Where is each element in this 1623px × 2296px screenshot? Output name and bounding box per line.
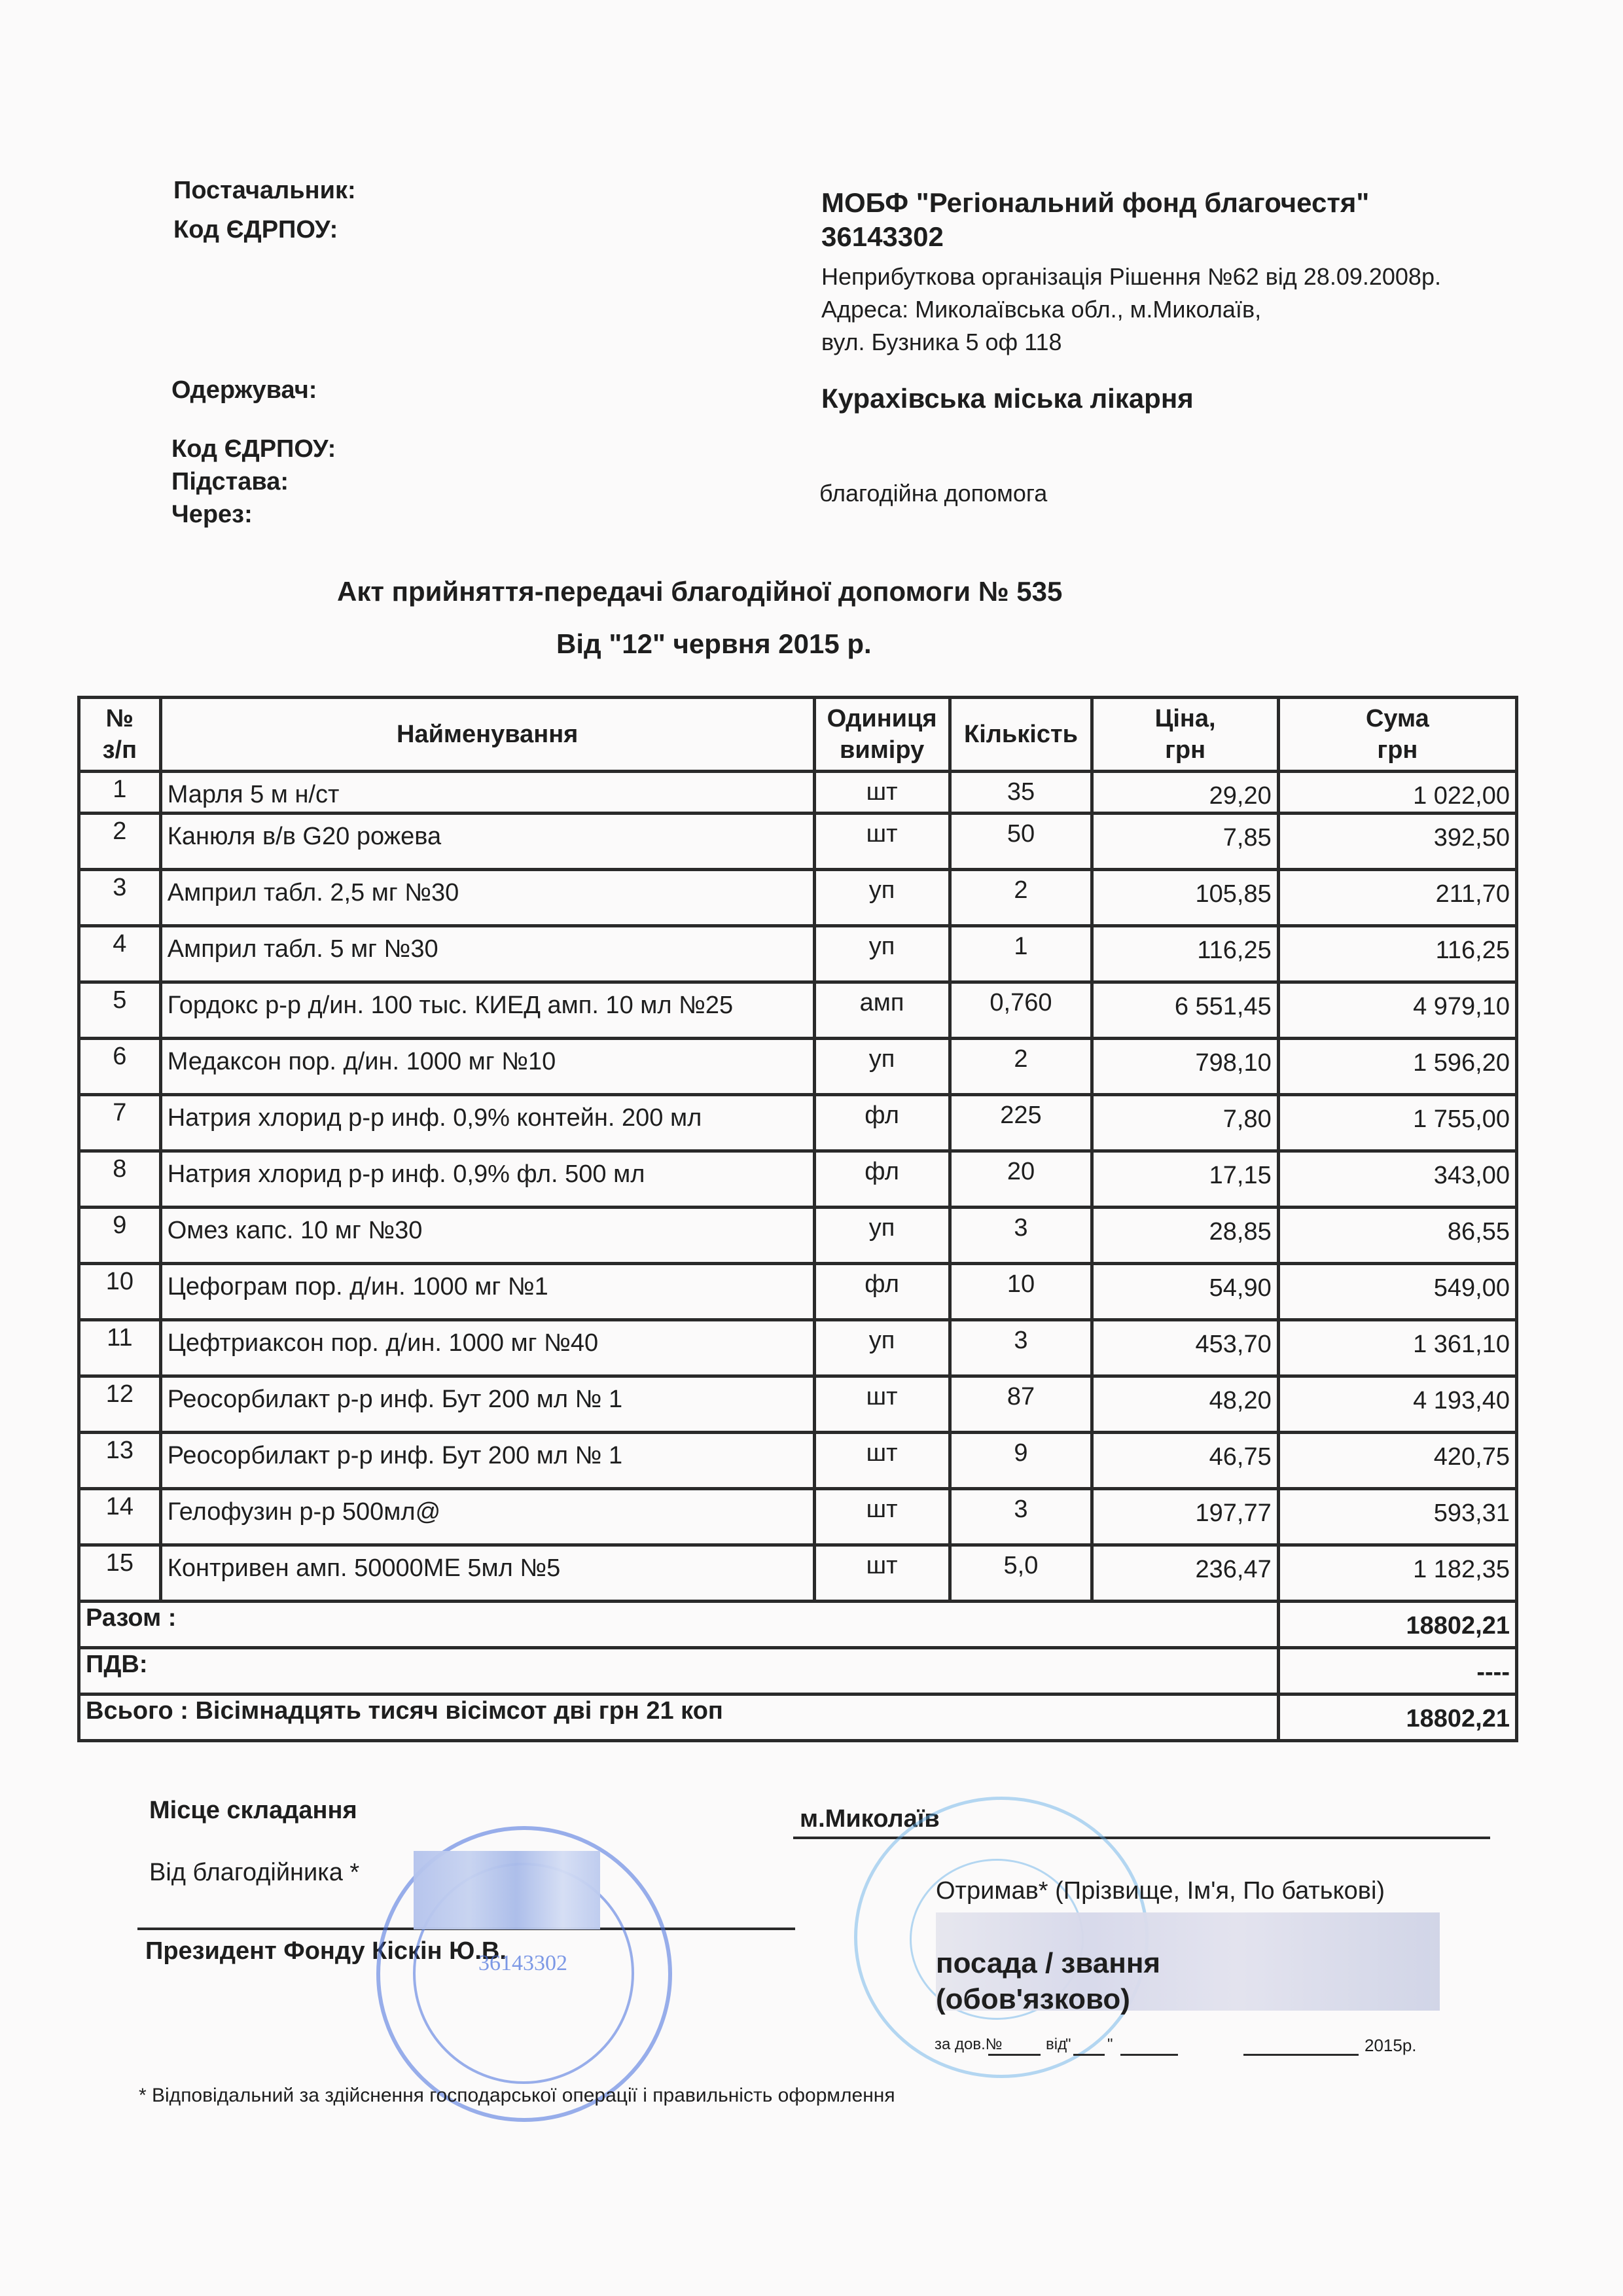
cell-unit: фл <box>814 1095 950 1151</box>
table-header-row <box>79 698 1517 772</box>
items-table <box>77 696 1518 1742</box>
cell-name: Реосорбилакт р-р инф. Бут 200 мл № 1 <box>160 1376 814 1433</box>
col-header-unit-line-2: виміру <box>839 736 925 764</box>
col-header-qty: Кількість <box>950 698 1092 772</box>
cell-sum: 343,00 <box>1278 1151 1516 1208</box>
cell-sum: 4 193,40 <box>1278 1376 1516 1433</box>
vat-value: ---- <box>1278 1648 1516 1695</box>
cell-price: 116,25 <box>1092 926 1278 982</box>
vat-row <box>79 1648 1517 1695</box>
subtotal-value: 18802,21 <box>1278 1602 1516 1648</box>
total-label: Всього : Вісімнадцять тисяч вісімсот дві грн 21 коп <box>79 1695 1279 1741</box>
cell-sum: 392,50 <box>1278 814 1516 870</box>
cell-sum: 1 022,00 <box>1278 772 1516 814</box>
received-by-label: Отримав* (Прізвище, Ім'я, По батькові) <box>936 1877 1385 1905</box>
cell-name: Гелофузин р-р 500мл@ <box>160 1489 814 1545</box>
table-row <box>79 1208 1517 1264</box>
cell-sum: 1 755,00 <box>1278 1095 1516 1151</box>
supplier-status: Неприбуткова організація Рішення №62 від 28.09.2008р. <box>821 263 1441 290</box>
cell-sum: 4 979,10 <box>1278 982 1516 1039</box>
supplier-address-line-2: вул. Бузника 5 оф 118 <box>821 329 1062 355</box>
cell-qty: 50 <box>950 814 1092 870</box>
recipient-label: Одержувач: <box>171 376 317 404</box>
cell-unit: уп <box>814 926 950 982</box>
cell-price: 236,47 <box>1092 1545 1278 1602</box>
table-row <box>79 1489 1517 1545</box>
cell-unit: уп <box>814 1039 950 1095</box>
col-header-price-line-2: грн <box>1165 736 1206 764</box>
cell-name: Цефограм пор. д/ин. 1000 мг №1 <box>160 1264 814 1320</box>
cell-name: Канюля в/в G20 рожева <box>160 814 814 870</box>
cell-price: 197,77 <box>1092 1489 1278 1545</box>
cell-qty: 20 <box>950 1151 1092 1208</box>
cell-name: Марля 5 м н/ст <box>160 772 814 814</box>
cell-num: 8 <box>79 1151 161 1208</box>
supplier-address-line-1: Адреса: Миколаївська обл., м.Миколаїв, <box>821 296 1262 323</box>
cell-price: 6 551,45 <box>1092 982 1278 1039</box>
cell-name: Омез капс. 10 мг №30 <box>160 1208 814 1264</box>
subtotal-label: Разом : <box>79 1602 1279 1648</box>
recipient-name: Курахівська міська лікарня <box>821 383 1194 414</box>
cell-num: 4 <box>79 926 161 982</box>
act-title: Акт прийняття-передачі благодійної допомоги № 535 <box>337 576 1063 607</box>
place-label: Місце складання <box>149 1797 357 1824</box>
cell-num: 12 <box>79 1376 161 1433</box>
cell-price: 798,10 <box>1092 1039 1278 1095</box>
recipient-code-label: Код ЄДРПОУ: <box>171 435 336 463</box>
table-row <box>79 1433 1517 1489</box>
cell-unit: шт <box>814 814 950 870</box>
supplier-label: Постачальник: <box>173 177 356 204</box>
cell-name: Цефтриаксон пор. д/ин. 1000 мг №40 <box>160 1320 814 1376</box>
subtotal-row <box>79 1602 1517 1648</box>
cell-qty: 3 <box>950 1320 1092 1376</box>
cell-qty: 2 <box>950 870 1092 926</box>
cell-num: 9 <box>79 1208 161 1264</box>
cell-price: 28,85 <box>1092 1208 1278 1264</box>
vat-label: ПДВ: <box>79 1648 1279 1695</box>
cell-name: Реосорбилакт р-р инф. Бут 200 мл № 1 <box>160 1433 814 1489</box>
cell-num: 2 <box>79 814 161 870</box>
col-header-price <box>1092 698 1278 772</box>
cell-unit: уп <box>814 1208 950 1264</box>
year-label: 2015р. <box>1364 2036 1417 2055</box>
total-row <box>79 1695 1517 1741</box>
cell-unit: фл <box>814 1264 950 1320</box>
cell-price: 7,85 <box>1092 814 1278 870</box>
table-row <box>79 772 1517 814</box>
cell-sum: 1 182,35 <box>1278 1545 1516 1602</box>
cell-num: 14 <box>79 1489 161 1545</box>
cell-unit: шт <box>814 1489 950 1545</box>
table-row <box>79 814 1517 870</box>
cell-qty: 1 <box>950 926 1092 982</box>
cell-sum: 593,31 <box>1278 1489 1516 1545</box>
cell-price: 48,20 <box>1092 1376 1278 1433</box>
mandatory-label: (обов'язково) <box>936 1983 1130 2015</box>
table-row <box>79 1320 1517 1376</box>
via-label: Через: <box>171 501 253 528</box>
from-word: від <box>1046 2036 1067 2053</box>
col-header-num-line-2: з/п <box>102 736 137 764</box>
year-line <box>1243 2054 1359 2056</box>
table-row <box>79 1039 1517 1095</box>
cell-price: 46,75 <box>1092 1433 1278 1489</box>
cell-unit: шт <box>814 1376 950 1433</box>
cell-name: Гордокс р-р д/ин. 100 тыс. КИЕД амп. 10 мл №25 <box>160 982 814 1039</box>
cell-sum: 1 361,10 <box>1278 1320 1516 1376</box>
cell-qty: 3 <box>950 1208 1092 1264</box>
table-row <box>79 926 1517 982</box>
position-label: посада / звання <box>936 1947 1161 1979</box>
cell-name: Натрия хлорид р-р инф. 0,9% фл. 500 мл <box>160 1151 814 1208</box>
day-line <box>1073 2054 1105 2056</box>
cell-name: Амприл табл. 5 мг №30 <box>160 926 814 982</box>
table-row <box>79 1151 1517 1208</box>
col-header-sum-line-1: Сума <box>1365 705 1429 732</box>
cell-sum: 1 596,20 <box>1278 1039 1516 1095</box>
from-donor-label: Від благодійника * <box>149 1859 360 1886</box>
basis-label: Підстава: <box>171 468 289 495</box>
supplier-name: МОБФ "Регіональний фонд благочестя" <box>821 187 1370 218</box>
cell-qty: 225 <box>950 1095 1092 1151</box>
cell-num: 11 <box>79 1320 161 1376</box>
redacted-signature-donor <box>414 1851 600 1929</box>
col-header-sum <box>1278 698 1516 772</box>
cell-qty: 3 <box>950 1489 1092 1545</box>
cell-name: Амприл табл. 2,5 мг №30 <box>160 870 814 926</box>
cell-sum: 549,00 <box>1278 1264 1516 1320</box>
cell-unit: уп <box>814 870 950 926</box>
cell-qty: 35 <box>950 772 1092 814</box>
cell-price: 29,20 <box>1092 772 1278 814</box>
col-header-sum-line-2: грн <box>1377 736 1418 764</box>
power-of-attorney-label: за дов.№ <box>935 2036 1003 2053</box>
cell-price: 17,15 <box>1092 1151 1278 1208</box>
col-header-num-line-1: № <box>105 705 134 732</box>
table-row <box>79 1264 1517 1320</box>
cell-name: Контривен амп. 50000МЕ 5мл №5 <box>160 1545 814 1602</box>
cell-name: Медаксон пор. д/ин. 1000 мг №10 <box>160 1039 814 1095</box>
col-header-unit <box>814 698 950 772</box>
cell-price: 54,90 <box>1092 1264 1278 1320</box>
cell-qty: 2 <box>950 1039 1092 1095</box>
table-row <box>79 1376 1517 1433</box>
cell-num: 5 <box>79 982 161 1039</box>
col-header-name: Найменування <box>160 698 814 772</box>
cell-price: 7,80 <box>1092 1095 1278 1151</box>
cell-qty: 10 <box>950 1264 1092 1320</box>
cell-num: 6 <box>79 1039 161 1095</box>
cell-unit: шт <box>814 1545 950 1602</box>
cell-qty: 87 <box>950 1376 1092 1433</box>
table-row <box>79 1095 1517 1151</box>
cell-unit: амп <box>814 982 950 1039</box>
cell-qty: 0,760 <box>950 982 1092 1039</box>
cell-sum: 211,70 <box>1278 870 1516 926</box>
col-header-unit-line-1: Одиниця <box>827 705 937 732</box>
cell-num: 15 <box>79 1545 161 1602</box>
cell-unit: уп <box>814 1320 950 1376</box>
cell-name: Натрия хлорид р-р инф. 0,9% контейн. 200 мл <box>160 1095 814 1151</box>
cell-unit: шт <box>814 1433 950 1489</box>
cell-num: 10 <box>79 1264 161 1320</box>
president-name: Президент Фонду Кіскін Ю.В. <box>145 1937 507 1965</box>
quote-open: " <box>1065 2036 1071 2053</box>
supplier-code-label: Код ЄДРПОУ: <box>173 216 338 243</box>
cell-sum: 86,55 <box>1278 1208 1516 1264</box>
place-value: м.Миколаїв <box>800 1805 940 1833</box>
poa-number-line <box>988 2054 1041 2056</box>
basis-value: благодійна допомога <box>819 480 1048 507</box>
table-row <box>79 870 1517 926</box>
cell-price: 105,85 <box>1092 870 1278 926</box>
quote-close: " <box>1107 2036 1113 2053</box>
col-header-num <box>79 698 161 772</box>
cell-num: 1 <box>79 772 161 814</box>
table-row <box>79 982 1517 1039</box>
cell-num: 13 <box>79 1433 161 1489</box>
act-date: Від "12" червня 2015 р. <box>556 628 872 659</box>
cell-price: 453,70 <box>1092 1320 1278 1376</box>
total-value: 18802,21 <box>1278 1695 1516 1741</box>
donor-stamp-code: 36143302 <box>478 1951 567 1975</box>
table-row <box>79 1545 1517 1602</box>
footnote: * Відповідальний за здійснення господарської операції і правильність оформлення <box>139 2085 895 2106</box>
supplier-code: 36143302 <box>821 221 944 252</box>
col-header-price-line-1: Ціна, <box>1154 705 1216 732</box>
cell-sum: 116,25 <box>1278 926 1516 982</box>
month-line <box>1120 2054 1178 2056</box>
cell-sum: 420,75 <box>1278 1433 1516 1489</box>
cell-unit: шт <box>814 772 950 814</box>
cell-qty: 5,0 <box>950 1545 1092 1602</box>
cell-unit: фл <box>814 1151 950 1208</box>
cell-qty: 9 <box>950 1433 1092 1489</box>
cell-num: 7 <box>79 1095 161 1151</box>
cell-num: 3 <box>79 870 161 926</box>
